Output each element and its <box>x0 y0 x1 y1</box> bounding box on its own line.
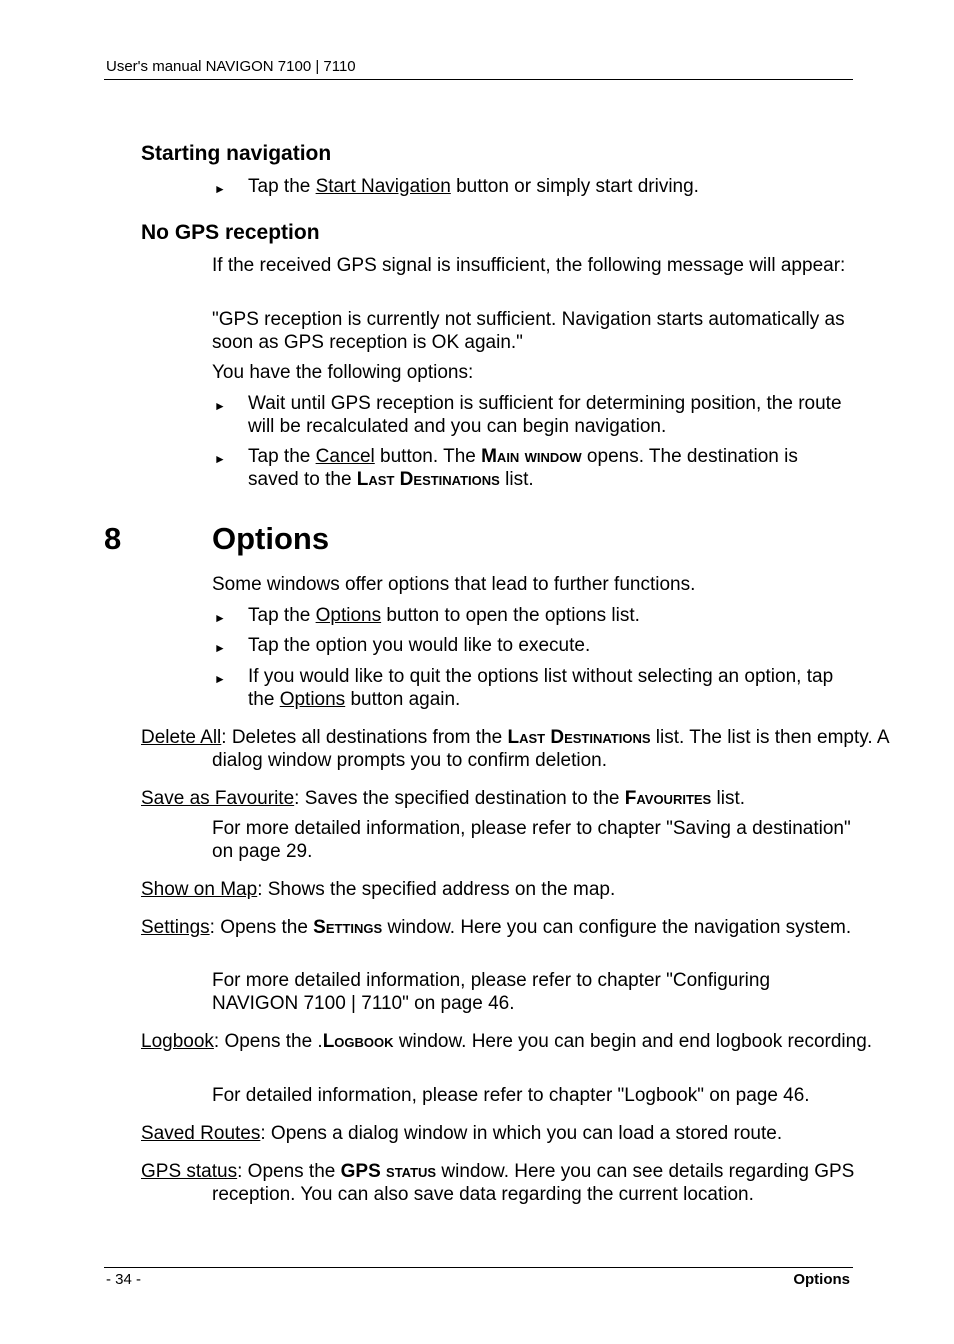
def-settings: Settings: Opens the Settings window. Here you can configure the navigation system. <box>141 917 852 938</box>
chapter-number: 8 <box>104 521 122 556</box>
save-favourite-term[interactable]: Save as Favourite <box>141 788 295 809</box>
heading-no-gps: No GPS reception <box>141 221 320 244</box>
heading-starting-navigation: Starting navigation <box>141 142 332 165</box>
options-link[interactable]: Options <box>279 689 346 710</box>
no-gps-para-3: You have the following options: <box>212 362 474 383</box>
settings-term[interactable]: Settings <box>141 917 210 938</box>
bullet-arrow-icon: ► <box>214 611 226 625</box>
footer-section: Options <box>793 1271 850 1288</box>
options-intro: Some windows offer options that lead to further functions. <box>212 574 696 595</box>
logbook-note: For detailed information, please refer to chapter "Logbook" on page 46. <box>212 1085 810 1106</box>
bullet-open-options: ► Tap the Options button to open the options list. <box>212 604 852 627</box>
options-link[interactable]: Options <box>315 605 382 626</box>
bullet-quit-options: ► If you would like to quit the options list without selecting an option, tap the Options button again. <box>214 666 834 710</box>
bullet-arrow-icon: ► <box>214 672 226 686</box>
def-save-favourite: Save as Favourite: Saves the specified destination to the Favourites list. <box>141 788 746 809</box>
saved-routes-term[interactable]: Saved Routes <box>141 1123 261 1144</box>
def-delete-all: Delete All: Deletes all destinations from the Last Destinations list. The list is then empty. A dialog window prompts you to confirm deletion. <box>141 727 889 771</box>
save-favourite-note: For more detailed information, please refer to chapter "Saving a destination" on page 29. <box>212 818 851 862</box>
running-header: User's manual NAVIGON 7100 | 7110 <box>106 58 356 75</box>
def-logbook: Logbook: Opens the .Logbook window. Here you can begin and end logbook recording. <box>141 1031 873 1052</box>
header-rule <box>104 79 853 80</box>
show-on-map-term[interactable]: Show on Map <box>141 879 258 900</box>
bullet-cancel: ► Tap the Cancel button. The Main window opens. The destination is saved to the Last Destinations list. <box>214 446 798 490</box>
cancel-link[interactable]: Cancel <box>315 446 375 467</box>
def-gps-status: GPS status: Opens the GPS status window. Here you can see details regarding GPS reception. You can also save data regarding the current location. <box>141 1161 855 1205</box>
bullet-execute-option: ► Tap the option you would like to execute. <box>212 634 852 657</box>
bullet-arrow-icon: ► <box>214 182 226 196</box>
footer-rule <box>104 1267 853 1268</box>
logbook-term[interactable]: Logbook <box>141 1031 214 1052</box>
def-saved-routes: Saved Routes: Opens a dialog window in which you can load a stored route. <box>141 1123 783 1144</box>
chapter-title: Options <box>212 521 330 556</box>
settings-note: For more detailed information, please refer to chapter "Configuring NAVIGON 7100 | 7110" on page 46. <box>212 970 771 1014</box>
no-gps-message: "GPS reception is currently not sufficient. Navigation starts automatically as soon as GPS reception is OK again." <box>212 309 845 353</box>
page-number: - 34 - <box>106 1271 142 1288</box>
last-destinations-label: Last Destinations <box>356 469 500 490</box>
no-gps-para-1: If the received GPS signal is insufficient, the following message will appear: <box>212 255 846 276</box>
bullet-arrow-icon: ► <box>214 399 226 413</box>
main-window-label: Main window <box>481 446 582 467</box>
bullet-start-navigation: ► Tap the Start Navigation button or simply start driving. <box>212 175 852 198</box>
bullet-wait: ► Wait until GPS reception is sufficient for determining position, the route will be recalculated and you can begin navigation. <box>214 393 842 437</box>
bullet-arrow-icon: ► <box>214 641 226 655</box>
start-navigation-link[interactable]: Start Navigation <box>315 176 451 197</box>
gps-status-term[interactable]: GPS status <box>141 1161 238 1182</box>
delete-all-term[interactable]: Delete All <box>141 727 222 748</box>
bullet-arrow-icon: ► <box>214 452 226 466</box>
def-show-on-map: Show on Map: Shows the specified address on the map. <box>141 879 616 900</box>
